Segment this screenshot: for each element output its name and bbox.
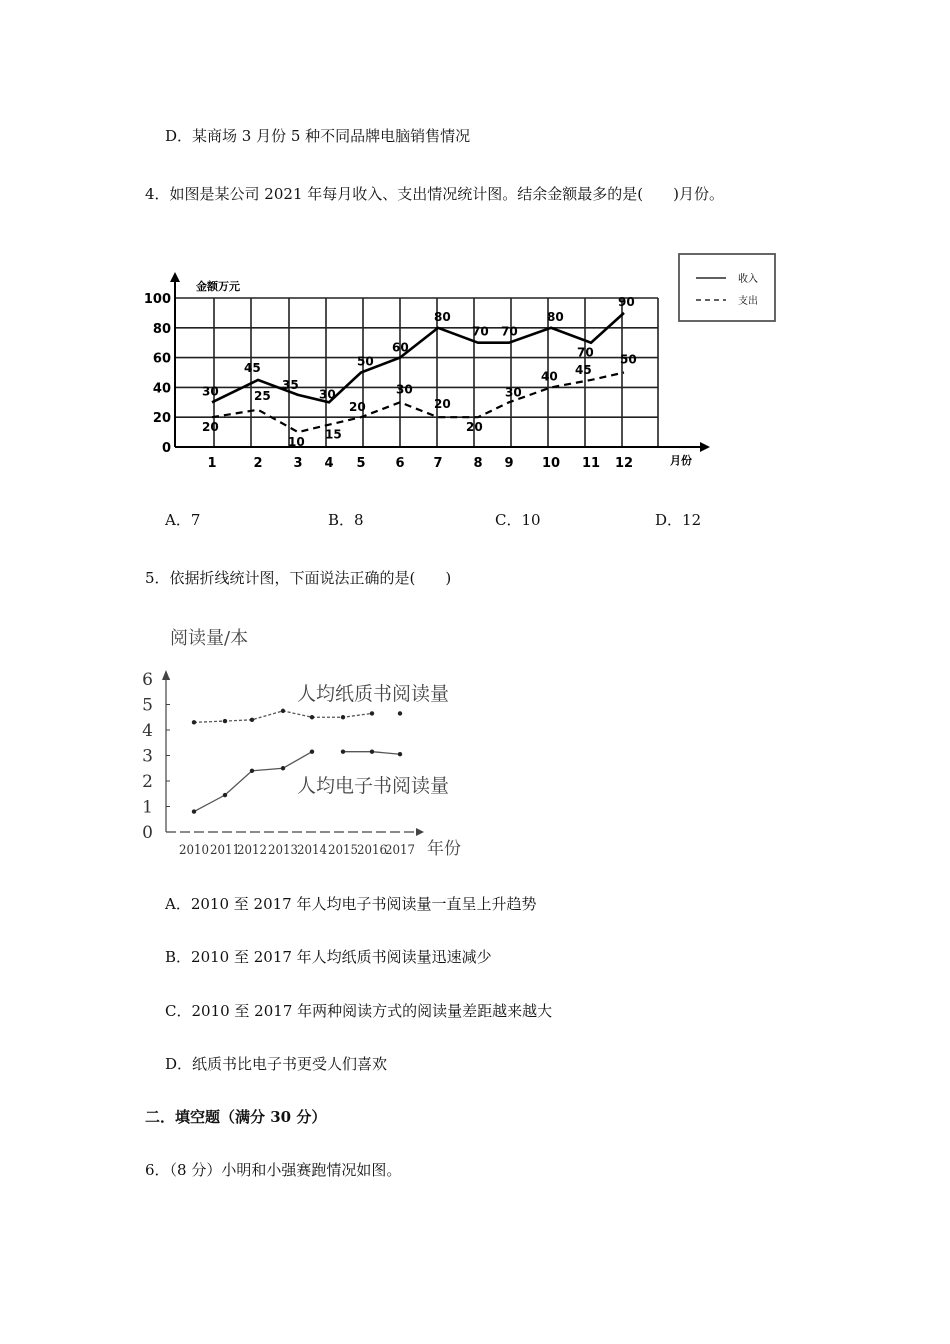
ebook-reading-point <box>310 749 314 753</box>
y-tick-label: 5 <box>142 695 153 716</box>
x-tick-label: 2014 <box>297 843 327 858</box>
x-axis-title: 月份 <box>670 454 692 467</box>
ebook-reading-line <box>194 752 312 812</box>
paper-reading-point <box>281 709 285 713</box>
y-tick-label: 6 <box>142 670 153 690</box>
q5-option-d[interactable]: D．纸质书比电子书更受人们喜欢 <box>165 1055 388 1073</box>
x-tick-label: 6 <box>395 456 405 471</box>
x-tick-label: 5 <box>356 456 366 471</box>
ebook-reading-point <box>370 749 374 753</box>
ebook-series-label: 人均电子书阅读量 <box>297 775 450 797</box>
expense-data-label: 15 <box>325 427 342 442</box>
q3-option-d: D．某商场 3 月份 5 种不同品牌电脑销售情况 <box>165 127 471 145</box>
income-data-label: 80 <box>547 309 564 324</box>
income-data-label: 50 <box>357 354 374 369</box>
paper-reading-point <box>370 711 374 715</box>
x-tick-label: 9 <box>504 456 514 471</box>
y-tick-label: 60 <box>152 351 171 367</box>
x-axis-arrow <box>700 442 710 452</box>
expense-data-label: 30 <box>396 382 413 397</box>
income-data-label: 30 <box>202 384 219 399</box>
x-tick-label: 11 <box>581 456 601 471</box>
income-data-label: 60 <box>392 340 409 355</box>
expense-data-label: 45 <box>575 362 592 377</box>
ebook-reading-point <box>341 749 345 753</box>
paper-series-label: 人均纸质书阅读量 <box>297 683 450 705</box>
y-axis-arrow <box>170 272 180 282</box>
x-tick-label: 2010 <box>179 843 209 858</box>
y-tick-label: 2 <box>142 772 153 792</box>
income-expense-chart <box>140 240 820 480</box>
y-tick-label: 100 <box>143 292 171 307</box>
expense-data-label: 20 <box>202 420 219 435</box>
ebook-reading-point <box>250 769 254 773</box>
income-data-label: 70 <box>577 345 594 360</box>
expense-data-label: 25 <box>254 388 271 403</box>
expense-data-label: 20 <box>466 420 483 435</box>
expense-data-label: 10 <box>288 435 305 450</box>
paper-reading-point <box>223 719 227 723</box>
y-tick-label: 4 <box>142 721 153 741</box>
expense-data-label: 20 <box>349 400 366 415</box>
paper-reading-point <box>341 715 345 719</box>
ebook-reading-point <box>223 793 227 797</box>
x-tick-label: 12 <box>614 456 634 471</box>
legend-box <box>679 254 775 321</box>
q5-stem: 5．依据折线统计图，下面说法正确的是( ) <box>145 569 452 587</box>
legend-income-label: 收入 <box>738 274 758 285</box>
x-tick-label: 2013 <box>268 843 298 858</box>
y-tick-label: 3 <box>142 746 153 767</box>
income-data-label: 35 <box>282 377 299 392</box>
y-tick-label: 1 <box>142 797 153 818</box>
y-tick-label: 0 <box>161 441 171 456</box>
x-axis-arrow <box>416 828 424 836</box>
expense-data-label: 20 <box>434 397 451 412</box>
expense-data-label: 30 <box>505 385 522 400</box>
expense-data-label: 40 <box>541 369 558 384</box>
q4-option-a[interactable]: A．7 <box>165 511 201 529</box>
y-tick-label: 80 <box>152 321 171 337</box>
x-tick-label: 1 <box>207 456 217 471</box>
x-tick-label: 2016 <box>357 843 387 858</box>
q5-option-a[interactable]: A．2010 至 2017 年人均电子书阅读量一直呈上升趋势 <box>165 895 537 913</box>
x-tick-label: 7 <box>433 456 443 471</box>
section-title: 二．填空题（满分 30 分） <box>145 1108 327 1126</box>
x-tick-label: 2 <box>253 456 263 471</box>
expense-line <box>212 373 624 433</box>
x-tick-label: 8 <box>473 456 483 471</box>
income-data-label: 45 <box>244 360 261 375</box>
y-tick-label: 0 <box>142 823 153 843</box>
income-data-label: 80 <box>434 309 451 324</box>
y-tick-label: 20 <box>152 411 171 427</box>
income-data-label: 70 <box>501 324 518 339</box>
ebook-reading-point <box>192 809 196 813</box>
paper-reading-point <box>192 720 196 724</box>
expense-data-label: 50 <box>620 352 637 367</box>
y-tick-label: 40 <box>152 381 171 397</box>
paper-reading-point <box>250 718 254 722</box>
x-tick-label: 2015 <box>328 843 358 858</box>
q4-option-d[interactable]: D．12 <box>655 511 702 529</box>
x-axis-title: 年份 <box>427 839 461 859</box>
paper-reading-point <box>310 715 314 719</box>
income-data-label: 70 <box>472 324 489 339</box>
x-tick-label: 2011 <box>210 843 240 858</box>
q4-stem: 4．如图是某公司 2021 年每月收入、支出情况统计图。结余金额最多的是( )月份。 <box>145 185 724 203</box>
x-tick-label: 4 <box>324 456 334 471</box>
x-tick-label: 3 <box>293 456 303 471</box>
legend-expense-label: 支出 <box>738 296 758 307</box>
x-tick-label: 2017 <box>385 843 415 858</box>
income-data-label: 30 <box>319 387 336 402</box>
y-axis-title: 阅读量/本 <box>170 628 249 649</box>
q4-option-c[interactable]: C．10 <box>495 511 541 529</box>
x-tick-label: 10 <box>541 456 561 471</box>
paper-reading-point <box>398 711 402 715</box>
q4-option-b[interactable]: B．8 <box>328 511 364 529</box>
q5-option-b[interactable]: B．2010 至 2017 年人均纸质书阅读量迅速减少 <box>165 948 492 966</box>
q5-option-c[interactable]: C．2010 至 2017 年两种阅读方式的阅读量差距越来越大 <box>165 1002 553 1020</box>
x-tick-label: 2012 <box>237 843 267 858</box>
ebook-reading-point <box>281 766 285 770</box>
reading-chart <box>140 620 500 865</box>
q6-stem: 6．（8 分）小明和小强赛跑情况如图。 <box>145 1161 402 1179</box>
ebook-reading-point <box>398 752 402 756</box>
y-axis-title: 金额万元 <box>196 280 240 293</box>
income-data-label: 90 <box>618 294 635 309</box>
